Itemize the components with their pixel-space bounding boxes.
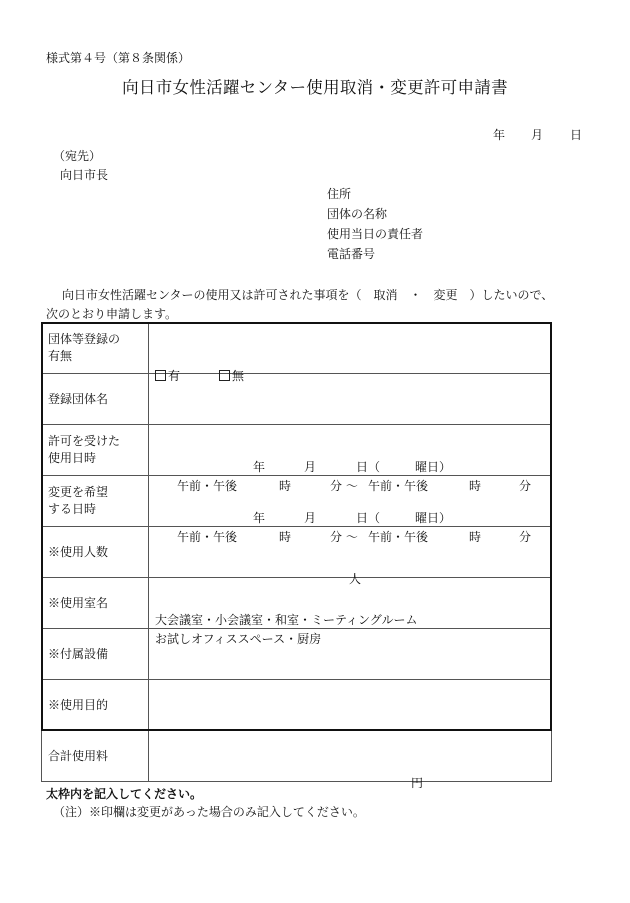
desired-datetime-field[interactable]: 年 月 日（ 曜日） 午前・午後 時 分 ～ 午前・午後 時 分 bbox=[149, 476, 552, 527]
date-year: 年 bbox=[493, 128, 506, 142]
purpose-field[interactable] bbox=[149, 680, 552, 731]
checkbox-icon bbox=[219, 370, 230, 381]
date-month: 月 bbox=[531, 128, 544, 142]
purpose-label: ※使用目的 bbox=[42, 680, 149, 731]
row-permitted-datetime bbox=[42, 425, 552, 476]
intro-line-2: 次のとおり申請します。 bbox=[46, 307, 178, 321]
date-day: 日 bbox=[570, 128, 583, 142]
note-line-2: （注）※印欄は変更があった場合のみ記入してください。 bbox=[53, 805, 365, 819]
desired-date-label: 変更を希望 する日時 bbox=[42, 476, 149, 527]
registration-label: 団体等登録の 有無 bbox=[42, 323, 149, 374]
row-purpose bbox=[42, 680, 552, 731]
addressee-label: （宛先） bbox=[53, 149, 102, 163]
registration-value bbox=[149, 323, 552, 383]
application-table bbox=[41, 322, 552, 790]
equipment-label: ※付属設備 bbox=[42, 629, 149, 680]
checkbox-no[interactable]: 無 bbox=[219, 367, 244, 384]
fee-label: 合計使用料 bbox=[42, 731, 149, 782]
checkbox-icon bbox=[155, 370, 166, 381]
form-number: 様式第４号（第８条関係） bbox=[46, 51, 191, 65]
rooms-line-2: お試しオフィススペース・厨房 bbox=[155, 632, 322, 646]
fee-unit: 円 bbox=[411, 776, 424, 790]
applicant-responsible: 使用当日の責任者 bbox=[327, 227, 424, 241]
applicant-phone: 電話番号 bbox=[327, 247, 376, 261]
permitted-date-label: 許可を受けた 使用日時 bbox=[42, 425, 149, 476]
registered-org-label: 登録団体名 bbox=[42, 374, 149, 425]
rooms-label: ※使用室名 bbox=[42, 578, 149, 629]
intro-line-1: 向日市女性活躍センターの使用又は許可された事項を（ 取消 ・ 変更 ）したいので、 bbox=[62, 288, 554, 302]
registered-org-field[interactable] bbox=[149, 374, 552, 425]
rooms-line-1: 大会議室・小会議室・和室・ミーティングルーム bbox=[155, 613, 418, 627]
row-registered-org bbox=[42, 374, 552, 425]
persons-unit: 人 bbox=[349, 572, 362, 586]
row-rooms bbox=[42, 578, 552, 629]
applicant-org-name: 団体の名称 bbox=[327, 207, 388, 221]
applicant-address: 住所 bbox=[327, 187, 352, 201]
checkbox-yes[interactable]: 有 bbox=[155, 367, 180, 384]
row-fee bbox=[42, 731, 552, 782]
note-line-1: 太枠内を記入してください。 bbox=[46, 787, 203, 801]
fee-field[interactable] bbox=[149, 731, 552, 790]
row-registration bbox=[42, 323, 552, 374]
permitted-datetime-field[interactable]: 年 月 日（ 曜日） 午前・午後 時 分 ～ 午前・午後 時 分 bbox=[149, 425, 552, 476]
persons-label: ※使用人数 bbox=[42, 527, 149, 578]
page-title: 向日市女性活躍センター使用取消・変更許可申請書 bbox=[122, 78, 508, 97]
addressee-name: 向日市長 bbox=[60, 168, 109, 182]
